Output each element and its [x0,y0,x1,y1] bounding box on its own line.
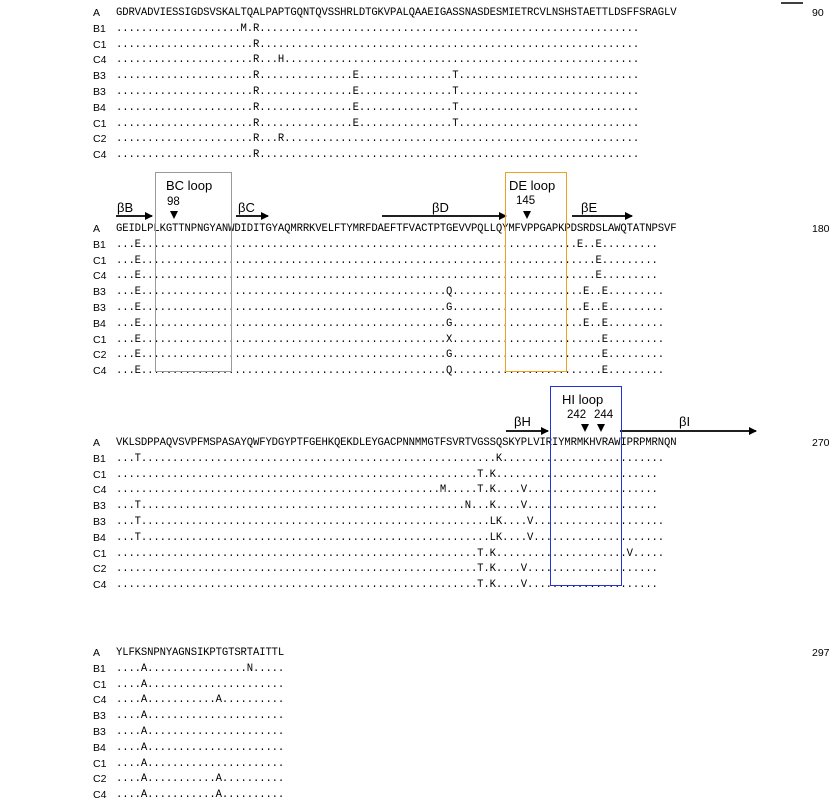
genotype-label: A [93,647,101,659]
sequence-text: ...T....................................................N...K....V..................... [116,500,658,513]
genotype-label: C4 [93,579,107,592]
genotype-label: C1 [93,468,107,481]
genotype-label: A [93,437,101,449]
genotype-label: C4 [93,484,107,497]
sequence-text: ....A...................... [116,678,285,691]
sequence-text: ..........................................................T.K....V..................... [116,563,658,576]
strand-label-beta-h: βH [514,414,531,429]
genotype-label: B3 [93,286,106,299]
sequence-text: ...E.................................................Q........................E......... [116,365,665,378]
genotype-label: C4 [93,694,107,707]
de-loop-label: DE loop [509,178,556,193]
position-98: 98 [167,196,180,208]
genotype-label: B1 [93,22,106,35]
genotype-label: C1 [93,757,107,770]
genotype-label: B3 [93,726,106,738]
sequence-text: ...E.................................................X........................E......... [116,333,665,346]
genotype-label: C2 [93,563,107,576]
genotype-label: A [93,7,101,19]
genotype-label: C4 [93,54,107,67]
genotype-label: B3 [93,86,106,98]
genotype-label: B4 [93,531,106,544]
sequence-text: ......................R............................................................. [116,38,640,51]
sequence-text: ....................M.R............................................................. [116,22,640,35]
sequence-text: ......................R...H......................................................... [116,54,640,67]
strand-label-beta-c: βC [238,200,255,215]
genotype-label: C1 [93,547,107,560]
sequence-text: VKLSDPPAQVSVPFMSPASAYQWFYDGYPTFGEHKQEKDLEYGACPNNMMGTFSVRTVGSSQSKYPLVIRIYMRMKHVRAWIPRPMRNQN [116,437,677,449]
residue-end-number: 297 [812,647,830,659]
sequence-text: ...T........................................................LK....V..................... [116,531,665,544]
sequence-text: ......................R...............E...............T............................. [116,70,640,83]
genotype-label: C4 [93,789,107,802]
sequence-text: ...E......................................................................E..E......... [116,238,658,251]
genotype-label: C1 [93,117,107,130]
strand-label-beta-b: βB [117,200,134,215]
genotype-label: B4 [93,317,106,330]
sequence-text: ..........................................................T.K....V..................... [116,579,658,592]
genotype-label: C4 [93,270,107,283]
strand-label-beta-d: βD [432,200,449,215]
position-242: 242 [567,409,587,421]
sequence-text: ....A...........A.......... [116,773,285,786]
sequence-text: ....A...........A.......... [116,694,285,707]
strand-label-beta-i: βI [679,414,691,429]
sequence-text: ...E.................................................Q.....................E..E......... [116,286,665,299]
genotype-label: B3 [93,500,106,513]
sequence-text: ....................................................M.....T.K....V..................... [116,484,658,497]
sequence-text: ....A................N..... [116,662,285,675]
genotype-label: A [93,223,101,235]
genotype-label: B1 [93,452,106,465]
genotype-label: B4 [93,101,106,114]
genotype-label: C4 [93,365,107,378]
sequence-text: ....A...........A.......... [116,789,285,802]
residue-end-number: 180 [812,223,830,235]
residue-end-number: 270 [812,437,830,449]
sequence-text: ...T.........................................................K.......................... [116,452,665,465]
sequence-text: ...E.........................................................................E......... [116,270,658,283]
genotype-label: C1 [93,678,107,691]
sequence-text: ......................R...............E...............T............................. [116,117,640,130]
genotype-label: C1 [93,38,107,51]
sequence-text: ...E.................................................G.....................E..E......... [116,317,665,330]
sequence-text: ...T........................................................LK....V..................... [116,516,665,528]
de-loop-box [505,172,567,372]
genotype-label: C1 [93,333,107,346]
sequence-text: ......................R...............E...............T............................. [116,101,640,114]
position-145: 145 [516,195,536,207]
sequence-text: ......................R...R......................................................... [116,133,640,146]
genotype-label: B3 [93,516,106,528]
genotype-label: C2 [93,133,107,146]
sequence-text: ....A...................... [116,726,285,738]
genotype-label: B3 [93,70,106,83]
genotype-label: C2 [93,773,107,786]
genotype-label: B4 [93,741,106,754]
sequence-text: ..........................................................T.K.....................V..... [116,547,665,560]
genotype-label: C2 [93,349,107,362]
position-244: 244 [594,409,614,421]
sequence-text: YLFKSNPNYAGNSIKPTGTSRTAITTL [116,647,285,659]
genotype-label: B1 [93,662,106,675]
hi-loop-label: HI loop [562,392,604,407]
sequence-text: ......................R...............E...............T............................. [116,86,640,98]
strand-label-beta-e: βE [581,200,598,215]
sequence-text: ....A...................... [116,757,285,770]
sequence-text: ...E.........................................................................E......... [116,254,658,267]
genotype-label: B3 [93,710,106,723]
sequence-text: ....A...................... [116,710,285,723]
sequence-text: ..........................................................T.K.......................... [116,468,658,481]
sequence-text: ....A...................... [116,741,285,754]
genotype-label: C4 [93,149,107,162]
sequence-text: GEIDLPLKGTTNPNGYANWDIDITGYAQMRRKVELFTYMRFDAEFTFVACTPTGEVVPQLLQYMFVPPGAPKPDSRDSLAWQTATNPSVF [116,223,677,235]
bc-loop-label: BC loop [166,178,213,193]
genotype-label: B3 [93,302,106,314]
sequence-text: GDRVADVIESSIGDSVSKALTQALPAPTGQNTQVSSHRLDTGKVPALQAAEIGASSNASDESMIETRCVLNSHSTAETTLDSFFSRAGLV [116,7,677,19]
sequence-text: ...E.................................................G........................E......... [116,349,665,362]
genotype-label: C1 [93,254,107,267]
sequence-text: ...E.................................................G.....................E..E......... [116,302,665,314]
residue-end-number: 90 [812,7,824,19]
genotype-label: B1 [93,238,106,251]
sequence-text: ......................R............................................................. [116,149,640,162]
